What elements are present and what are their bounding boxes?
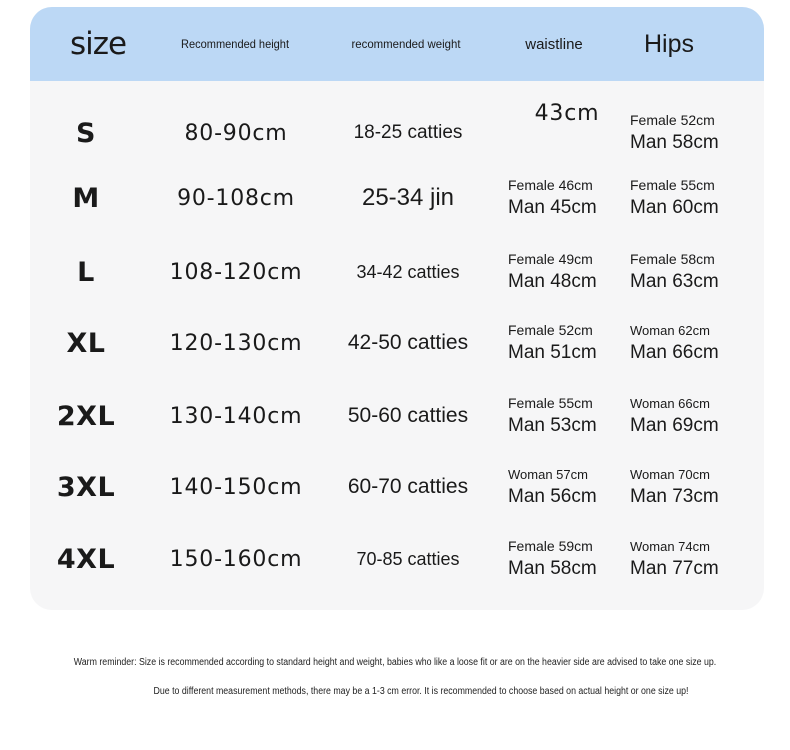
waist-man: Man 48cm: [508, 270, 597, 292]
size-label: L: [77, 256, 95, 288]
size-row-m: [30, 166, 764, 230]
hips-woman: Woman 74cm: [630, 538, 710, 554]
weight-range: 18-25 catties: [353, 122, 463, 143]
size-row-2xl: [30, 384, 764, 448]
height-range: 108-120cm: [169, 259, 303, 285]
waist-values: [508, 240, 618, 304]
header-waistline: waistline: [525, 35, 583, 53]
weight-range: 25-34 jin: [361, 184, 455, 211]
waist-man: Man 45cm: [508, 196, 597, 218]
weight-range: 60-70 catties: [347, 475, 469, 498]
waist-woman: Woman 57cm: [508, 466, 588, 482]
height-range: 140-150cm: [169, 474, 303, 500]
size-row-xl: [30, 311, 764, 375]
size-chart-header: [30, 7, 764, 81]
hips-values: [630, 166, 750, 230]
waist-man: Man 53cm: [508, 414, 597, 436]
hips-values: [630, 101, 750, 165]
hips-woman: Woman 62cm: [630, 322, 710, 338]
hips-values: [630, 455, 750, 519]
waist-values: [508, 527, 618, 591]
header-recommended-height: Recommended height: [180, 37, 290, 51]
waist-female: Female 52cm: [508, 321, 593, 338]
height-range: 150-160cm: [169, 546, 303, 572]
hips-female: Female 55cm: [630, 176, 715, 193]
hips-woman: Woman 66cm: [630, 395, 710, 411]
height-range: 80-90cm: [184, 120, 288, 146]
hips-man: Man 69cm: [630, 414, 719, 436]
waist-man: Man 51cm: [508, 341, 597, 363]
warm-reminder-note: Warm reminder: Size is recommended according to standard height and weight, babies who like a loose fit or are on the heavier side are advised to take one size up.: [73, 657, 717, 668]
hips-man: Man 58cm: [630, 131, 719, 153]
size-row-4xl: [30, 527, 764, 591]
waist-female: Female 46cm: [508, 176, 593, 193]
size-chart-card: [30, 7, 764, 610]
waist-female: Female 49cm: [508, 250, 593, 267]
size-label: 2XL: [56, 400, 116, 432]
weight-range: 50-60 catties: [347, 404, 469, 427]
hips-values: [630, 527, 750, 591]
size-label: M: [72, 182, 100, 214]
header-size: size: [69, 26, 127, 62]
waist-values: [508, 384, 618, 448]
size-row-l: [30, 240, 764, 304]
hips-man: Man 77cm: [630, 557, 719, 579]
hips-values: [630, 240, 750, 304]
waist-value: 43cm: [534, 101, 600, 126]
hips-female: Female 52cm: [630, 111, 715, 128]
waist-man: Man 58cm: [508, 557, 597, 579]
size-row-3xl: [30, 455, 764, 519]
size-row-s: [30, 101, 764, 165]
waist-values: [508, 311, 618, 375]
header-recommended-weight: recommended weight: [351, 37, 461, 51]
hips-man: Man 63cm: [630, 270, 719, 292]
size-label: 3XL: [56, 471, 116, 503]
measurement-error-note: Due to different measurement methods, there may be a 1-3 cm error. It is recommended to choose based on actual height or one size up!: [153, 686, 689, 697]
waist-values: [508, 166, 618, 230]
waist-man: Man 56cm: [508, 485, 597, 507]
waist-female: Female 55cm: [508, 394, 593, 411]
size-label: XL: [66, 327, 106, 359]
weight-range: 34-42 catties: [356, 261, 460, 282]
hips-man: Man 60cm: [630, 196, 719, 218]
waist-values: [508, 455, 618, 519]
size-label: S: [76, 117, 96, 149]
header-hips: Hips: [643, 29, 694, 58]
height-range: 120-130cm: [169, 330, 303, 356]
hips-woman: Woman 70cm: [630, 466, 710, 482]
height-range: 130-140cm: [169, 403, 303, 429]
weight-range: 70-85 catties: [356, 548, 460, 569]
size-label: 4XL: [56, 543, 116, 575]
hips-man: Man 73cm: [630, 485, 719, 507]
hips-values: [630, 384, 750, 448]
waist-female: Female 59cm: [508, 537, 593, 554]
hips-values: [630, 311, 750, 375]
weight-range: 42-50 catties: [347, 331, 469, 354]
hips-man: Man 66cm: [630, 341, 719, 363]
hips-female: Female 58cm: [630, 250, 715, 267]
height-range: 90-108cm: [177, 185, 295, 211]
